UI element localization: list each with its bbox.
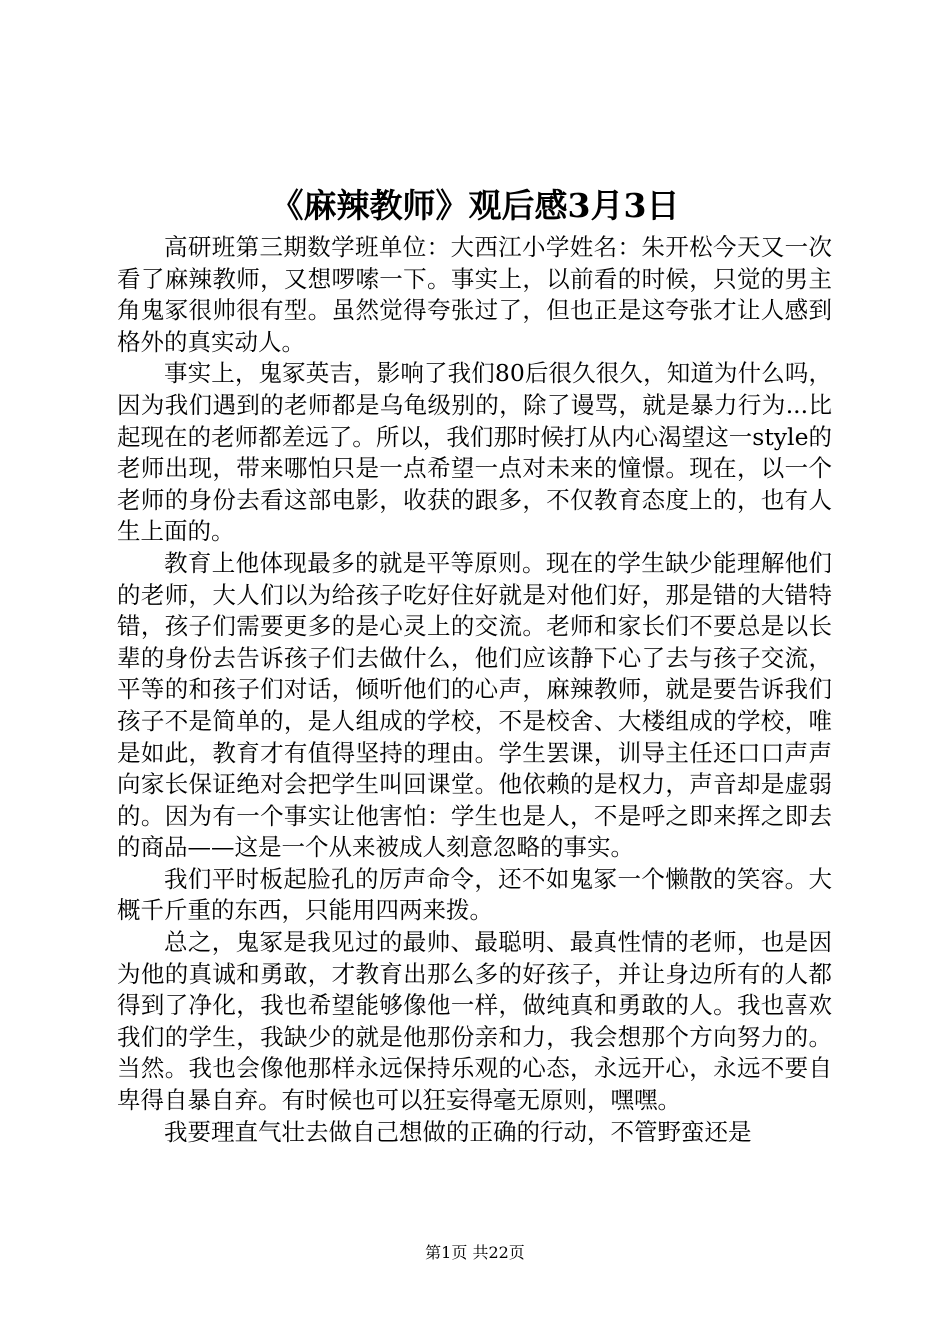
paragraph-4: 我们平时板起脸孔的厉声命令，还不如鬼冢一个懒散的笑容。大概千斤重的东西，只能用四两来拨。 <box>117 864 832 925</box>
paragraph-1: 高研班第三期数学班单位：大西江小学姓名：朱开松今天又一次看了麻辣教师，又想啰嗦一下。事实上，以前看的时候，只觉的男主角鬼冢很帅很有型。虽然觉得夸张过了，但也正是这夸张才让人感到格外的真实动人。 <box>117 233 832 356</box>
document-body <box>117 232 832 1148</box>
document-title: 《麻辣教师》观后感3月3日 <box>270 186 680 225</box>
paragraph-5: 总之，鬼冢是我见过的最帅、最聪明、最真性情的老师，也是因为他的真诚和勇敢，才教育出那么多的好孩子，并让身边所有的人都得到了净化，我也希望能够像他一样，做纯真和勇敢的人。我也喜欢我们的学生，我缺少的就是他那份亲和力，我会想那个方向努力的。当然。我也会像他那样永远保持乐观的心态，永远开心，永远不要自卑得自暴自弃。有时候也可以狂妄得毫无原则，嘿嘿。 <box>117 928 832 1115</box>
paragraph-2: 事实上，鬼冢英吉，影响了我们80后很久很久，知道为什么吗，因为我们遇到的老师都是乌龟级别的，除了谩骂，就是暴力行为...比起现在的老师都差远了。所以，我们那时候打从内心渴望这一style的老师出现，带来哪怕只是一点希望一点对未来的憧憬。现在，以一个老师的身份去看这部电影，收获的跟多，不仅教育态度上的，也有人生上面的。 <box>117 359 832 546</box>
paragraph-3: 教育上他体现最多的就是平等原则。现在的学生缺少能理解他们的老师，大人们以为给孩子吃好住好就是对他们好，那是错的大错特错，孩子们需要更多的是心灵上的交流。老师和家长们不要总是以长辈的身份去告诉孩子们去做什么，他们应该静下心了去与孩子交流，平等的和孩子们对话，倾听他们的心声，麻辣教师，就是要告诉我们孩子不是简单的，是人组成的学校，不是校舍、大楼组成的学校，唯是如此，教育才有值得坚持的理由。学生罢课，训导主任还口口声声向家长保证绝对会把学生叫回课堂。他依赖的是权力，声音却是虚弱的。因为有一个事实让他害怕：学生也是人，不是呼之即来挥之即去的商品——这是一个从来被成人刻意忽略的事实。 <box>117 548 832 862</box>
paragraph-6: 我要理直气壮去做自己想做的正确的行动，不管野蛮还是 <box>164 1117 752 1146</box>
page-footer: 第1页 共22页 <box>425 1243 525 1262</box>
